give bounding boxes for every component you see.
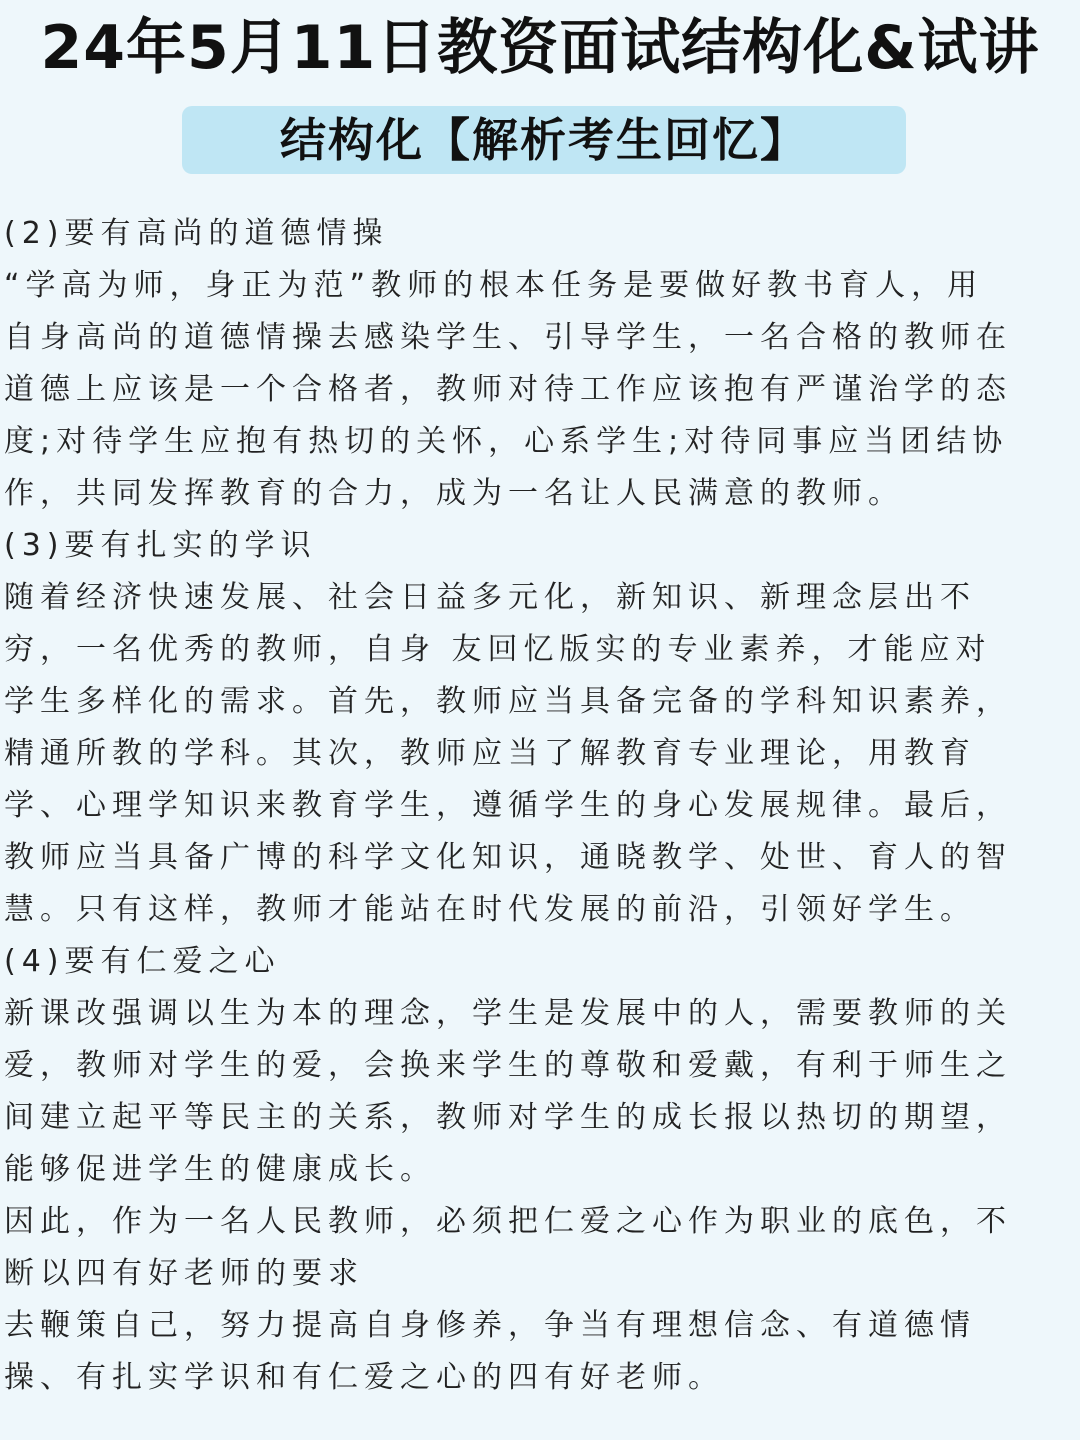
paragraph-line: 慧。只有这样，教师才能站在时代发展的前沿，引领好学生。 [4, 892, 976, 927]
paragraph-line: 去鞭策自己，努力提高自身修养，争当有理想信念、有道德情 [4, 1308, 976, 1343]
paragraph-line: 自身高尚的道德情操去感染学生、引导学生，一名合格的教师在 [4, 320, 1012, 355]
paragraph-line: 学生多样化的需求。首先，教师应当具备完备的学科知识素养， [4, 684, 1012, 719]
section-heading: (2)要有高尚的道德情操 [4, 216, 389, 251]
paragraph-line: 间建立起平等民主的关系，教师对学生的成长报以热切的期望， [4, 1100, 1012, 1135]
page-title: 24年5月11日教资面试结构化&试讲 [40, 13, 1040, 83]
section-heading: (3)要有扎实的学识 [4, 528, 317, 563]
paragraph-line: 随着经济快速发展、社会日益多元化，新知识、新理念层出不 [4, 580, 976, 615]
paragraph-line: 新课改强调以生为本的理念，学生是发展中的人，需要教师的关 [4, 996, 1012, 1031]
paragraph-line: 道德上应该是一个合格者，教师对待工作应该抱有严谨治学的态 [4, 372, 1012, 407]
paragraph-line: 断以四有好老师的要求 [4, 1256, 364, 1291]
paragraph-line: 精通所教的学科。其次，教师应当了解教育专业理论，用教育 [4, 736, 976, 771]
paragraph-line: 操、有扎实学识和有仁爱之心的四有好老师。 [4, 1360, 724, 1395]
page-subtitle: 结构化【解析考生回忆】 [280, 113, 808, 167]
article-body [4, 208, 1054, 1404]
paragraph-line: 能够促进学生的健康成长。 [4, 1152, 436, 1187]
paragraph-line: 学、心理学知识来教育学生，遵循学生的身心发展规律。最后， [4, 788, 1012, 823]
paragraph-line: 教师应当具备广博的科学文化知识，通晓教学、处世、育人的智 [4, 840, 1012, 875]
paragraph-line: 作，共同发挥教育的合力，成为一名让人民满意的教师。 [4, 476, 904, 511]
paragraph-line: 度;对待学生应抱有热切的关怀，心系学生;对待同事应当团结协 [4, 424, 1009, 459]
paragraph-line: 穷，一名优秀的教师，自身 友回忆版实的专业素养，才能应对 [4, 632, 992, 667]
paragraph-line: “学高为师，身正为范”教师的根本任务是要做好教书育人，用 [4, 268, 984, 303]
paragraph-line: 因此，作为一名人民教师，必须把仁爱之心作为职业的底色，不 [4, 1204, 1012, 1239]
paragraph-line: 爱，教师对学生的爱，会换来学生的尊敬和爱戴，有利于师生之 [4, 1048, 1012, 1083]
section-heading: (4)要有仁爱之心 [4, 944, 281, 979]
